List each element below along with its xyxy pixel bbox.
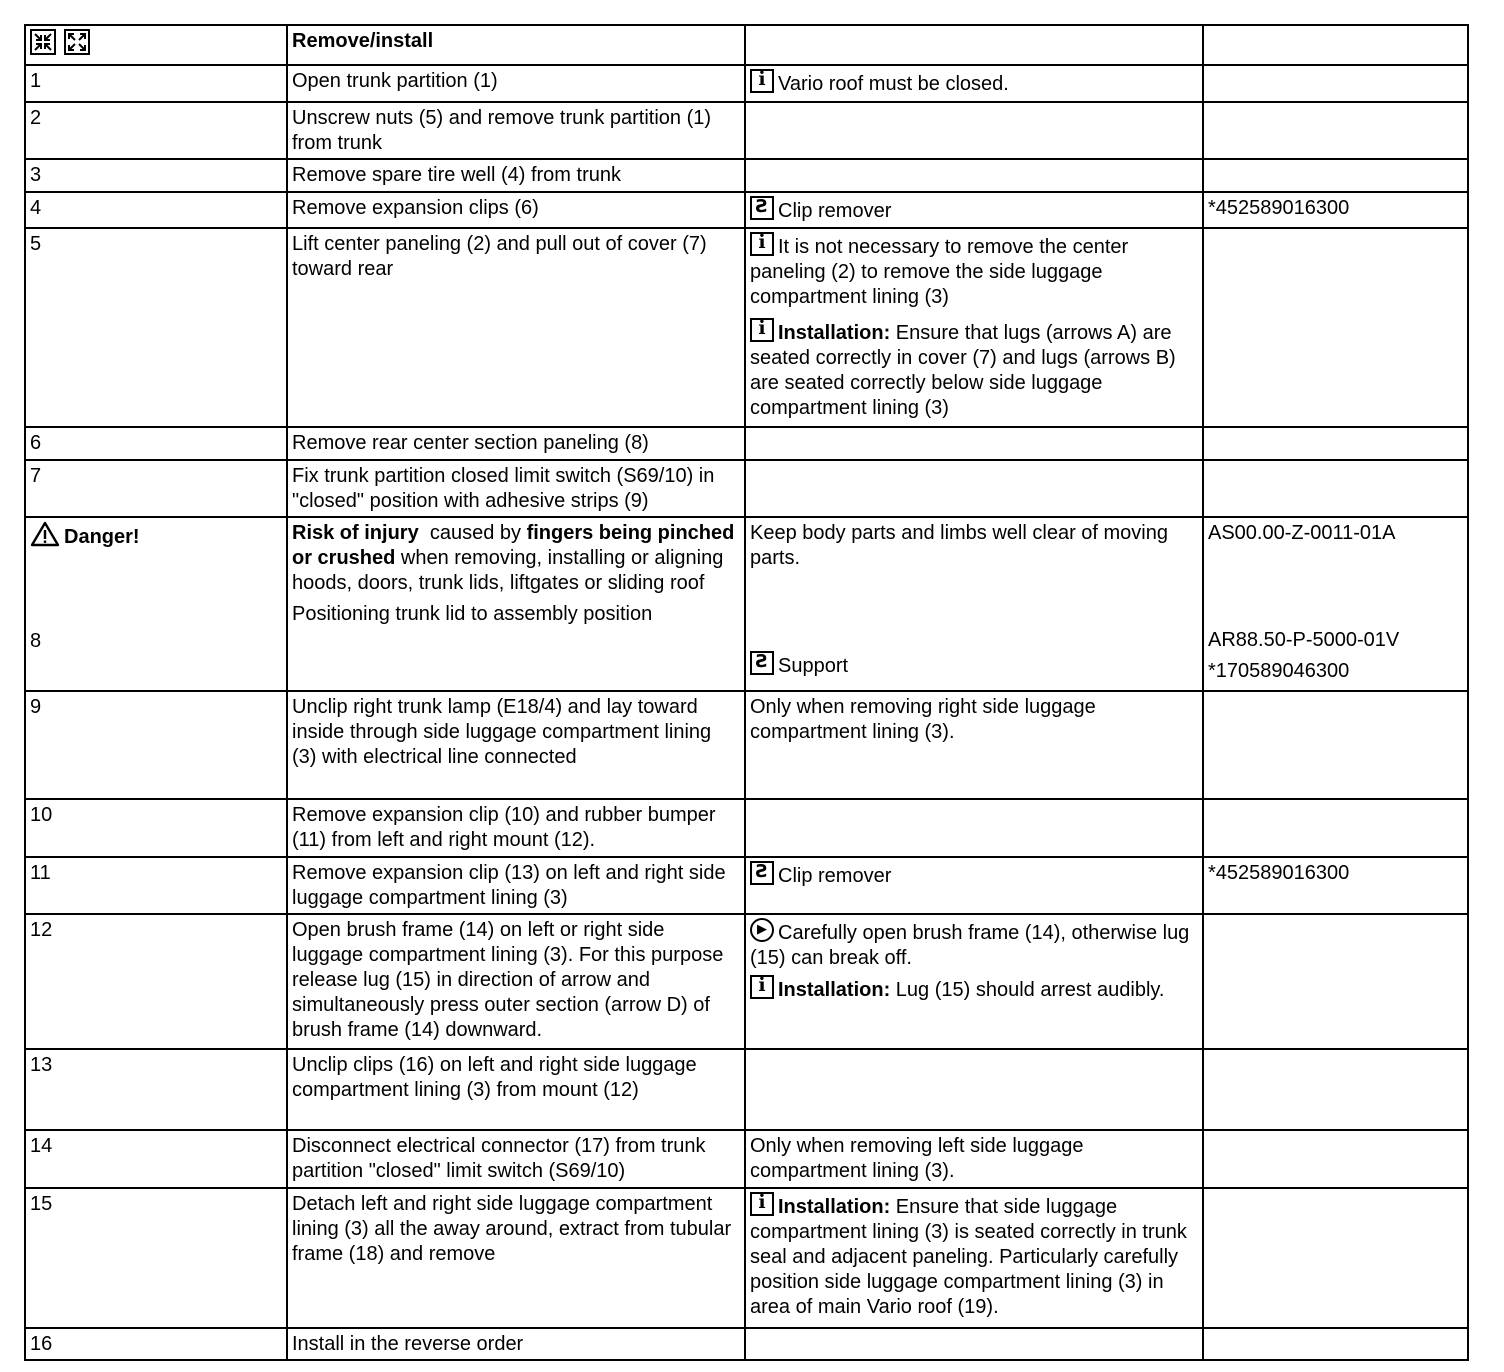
- risk-bold: fingers being pinched or crushed: [292, 522, 735, 569]
- step-action: Fix trunk partition closed limit switch (S69/10) in "closed" position with adhesive strips (9): [287, 460, 745, 517]
- table-row: [25, 65, 1468, 102]
- danger-ref-cell: [1203, 517, 1468, 691]
- note-text: Lug (15) should arrest audibly.: [895, 979, 1165, 1001]
- risk-bold: Risk of injury: [292, 522, 419, 544]
- step-number: 15: [25, 1188, 287, 1328]
- step-ref: [1203, 914, 1468, 1049]
- special-tool-icon: [750, 651, 774, 675]
- danger-text: [287, 517, 745, 691]
- danger-label: Danger!: [64, 526, 140, 548]
- risk-text: when removing, installing or aligning hoods, doors, trunk lids, liftgates or sliding roof: [292, 547, 724, 594]
- step-ref: [1203, 65, 1468, 102]
- table-row: [25, 1049, 1468, 1130]
- table-row: [25, 914, 1468, 1049]
- note-text: It is not necessary to remove the center paneling (2) to remove the side luggage compartment lining (3): [750, 236, 1129, 308]
- danger-cell: [25, 517, 287, 691]
- note-text: Support: [778, 655, 849, 677]
- table-header-row: [25, 25, 1468, 65]
- note-text: Vario roof must be closed.: [778, 73, 1009, 95]
- step-ref: *170589046300: [1208, 660, 1350, 682]
- step-number: 6: [25, 427, 287, 460]
- table-row: [25, 857, 1468, 914]
- table-row: [25, 228, 1468, 427]
- danger-ref: AS00.00-Z-0011-01A: [1208, 522, 1396, 544]
- step-action: Lift center paneling (2) and pull out of cover (7) toward rear: [287, 228, 745, 427]
- step-action: Unscrew nuts (5) and remove trunk partition (1) from trunk: [287, 102, 745, 159]
- remove-icon: [30, 29, 56, 55]
- table-row: [25, 460, 1468, 517]
- step-number: 11: [25, 857, 287, 914]
- note-text: Clip remover: [778, 200, 892, 222]
- table-row-danger: [25, 517, 1468, 691]
- step-number: 3: [25, 159, 287, 192]
- step-note: [745, 1328, 1203, 1360]
- step-ref: [1203, 1049, 1468, 1130]
- info-icon: [750, 318, 774, 342]
- step-action: Unclip right trunk lamp (E18/4) and lay toward inside through side luggage compartment lining (3) with electrical line connected: [287, 691, 745, 799]
- step-ref: *452589016300: [1203, 857, 1468, 914]
- info-icon: [750, 1192, 774, 1216]
- step-note: [745, 1188, 1203, 1328]
- table-row: [25, 159, 1468, 192]
- step-number: 8: [30, 630, 42, 652]
- table-row: [25, 102, 1468, 159]
- info-icon: [750, 69, 774, 93]
- table-row: [25, 1130, 1468, 1188]
- header-icons-cell: [25, 25, 287, 65]
- step-ref: [1203, 427, 1468, 460]
- step-note: [745, 460, 1203, 517]
- note-text: Clip remover: [778, 865, 892, 887]
- header-title: Remove/install: [287, 25, 745, 65]
- step-number: 5: [25, 228, 287, 427]
- header-empty-3: [745, 25, 1203, 65]
- step-note: [745, 102, 1203, 159]
- step-action: Disconnect electrical connector (17) from trunk partition "closed" limit switch (S69/10): [287, 1130, 745, 1188]
- step-note: [745, 857, 1203, 914]
- step-number: 16: [25, 1328, 287, 1360]
- step-note: [745, 799, 1203, 857]
- step-ref: [1203, 159, 1468, 192]
- table-row: [25, 1328, 1468, 1360]
- step-ref: [1203, 228, 1468, 427]
- step-ref: [1203, 1188, 1468, 1328]
- table-row: [25, 1188, 1468, 1328]
- note-text: Carefully open brush frame (14), otherwise lug (15) can break off.: [750, 922, 1190, 969]
- step-ref: [1203, 1130, 1468, 1188]
- step-action: Open brush frame (14) on left or right side luggage compartment lining (3). For this purpose release lug (15) in direction of arrow and simultaneously press outer section (arrow D) of brush frame (14) downward.: [287, 914, 745, 1049]
- step-ref: [1203, 1328, 1468, 1360]
- step-number: 13: [25, 1049, 287, 1130]
- step-ref: [1203, 460, 1468, 517]
- step-ref: [1203, 799, 1468, 857]
- risk-text: caused by: [429, 522, 521, 544]
- step-note: Only when removing left side luggage compartment lining (3).: [745, 1130, 1203, 1188]
- step-ref: [1203, 102, 1468, 159]
- installation-label: Installation:: [778, 322, 891, 344]
- step-action: Detach left and right side luggage compartment lining (3) all the away around, extract from tubular frame (18) and remove: [287, 1188, 745, 1328]
- warning-triangle-icon: [30, 521, 60, 547]
- step-number: 12: [25, 914, 287, 1049]
- installation-label: Installation:: [778, 1196, 891, 1218]
- step-ref: *452589016300: [1203, 192, 1468, 228]
- special-tool-icon: [750, 196, 774, 220]
- step-action: Remove expansion clips (6): [287, 192, 745, 228]
- step-action: Install in the reverse order: [287, 1328, 745, 1360]
- step-number: 14: [25, 1130, 287, 1188]
- special-tool-icon: [750, 861, 774, 885]
- step-number: 9: [25, 691, 287, 799]
- caution-icon: [750, 918, 774, 942]
- step-note: [745, 914, 1203, 1049]
- table-row: [25, 799, 1468, 857]
- step-note: [745, 1049, 1203, 1130]
- step-action: Open trunk partition (1): [287, 65, 745, 102]
- installation-label: Installation:: [778, 979, 891, 1001]
- info-icon: [750, 232, 774, 256]
- danger-note: Keep body parts and limbs well clear of moving parts.: [750, 522, 1168, 569]
- step-action: Remove spare tire well (4) from trunk: [287, 159, 745, 192]
- step-number: 10: [25, 799, 287, 857]
- table-row: [25, 192, 1468, 228]
- table-row: [25, 691, 1468, 799]
- note-text: Ensure that side luggage compartment lining (3) is seated correctly in trunk seal and adjacent paneling. Particularly carefully position side luggage compartment lining (3) in area of main Vario roof (19).: [750, 1196, 1187, 1318]
- step-number: 4: [25, 192, 287, 228]
- step-note: [745, 427, 1203, 460]
- table-row: [25, 427, 1468, 460]
- step-action: Remove expansion clip (13) on left and right side luggage compartment lining (3): [287, 857, 745, 914]
- step-action: Remove rear center section paneling (8): [287, 427, 745, 460]
- step-action: Positioning trunk lid to assembly position: [292, 603, 653, 625]
- install-icon: [64, 29, 90, 55]
- step-ref: AR88.50-P-5000-01V: [1208, 629, 1400, 651]
- step-ref: [1203, 691, 1468, 799]
- step-action: Unclip clips (16) on left and right side luggage compartment lining (3) from mount (12): [287, 1049, 745, 1130]
- note-text: Ensure that lugs (arrows A) are seated correctly in cover (7) and lugs (arrows B) are seated correctly below side luggage compartment lining (3): [750, 322, 1176, 419]
- step-note: [745, 192, 1203, 228]
- header-empty-4: [1203, 25, 1468, 65]
- step-number: 1: [25, 65, 287, 102]
- step-action: Remove expansion clip (10) and rubber bumper (11) from left and right mount (12).: [287, 799, 745, 857]
- step-number: 2: [25, 102, 287, 159]
- step-note: [745, 228, 1203, 427]
- step-number: 7: [25, 460, 287, 517]
- danger-note-cell: [745, 517, 1203, 691]
- step-note: Only when removing right side luggage compartment lining (3).: [745, 691, 1203, 799]
- info-icon: [750, 975, 774, 999]
- procedure-table: [24, 24, 1469, 1361]
- step-note: [745, 159, 1203, 192]
- step-note: [745, 65, 1203, 102]
